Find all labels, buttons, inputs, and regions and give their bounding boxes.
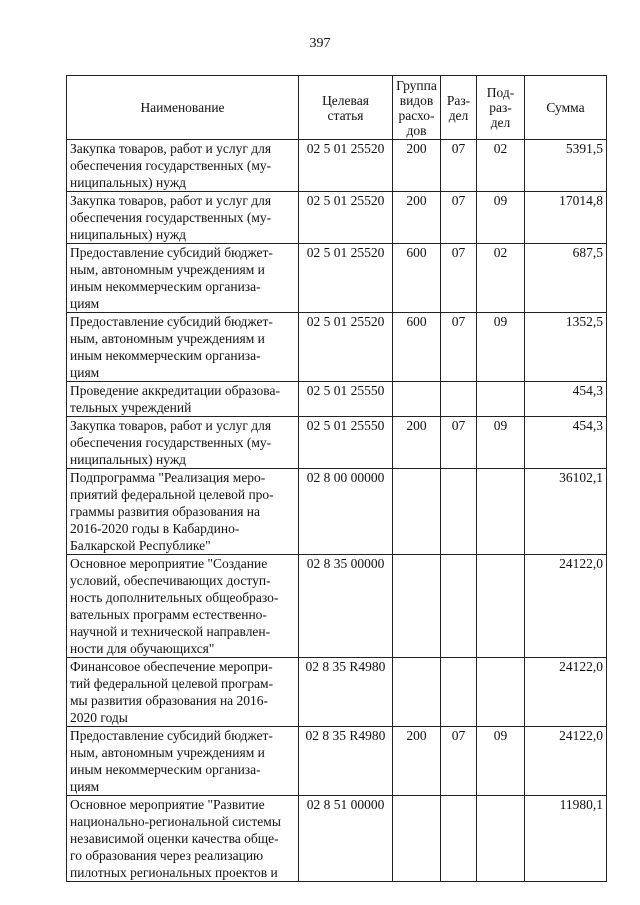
header-line: Раз-	[446, 92, 471, 108]
table-row	[67, 244, 607, 313]
row-name-cell	[67, 192, 299, 244]
row-name-line: ниципальных) нужд	[70, 452, 187, 467]
header-line: дов	[406, 122, 427, 138]
row-expense-group: 600	[393, 244, 441, 313]
row-amount: 24122,0	[525, 555, 607, 658]
row-name-line: Предоставление субсидий бюджет-	[70, 728, 273, 743]
header-line: статья	[327, 107, 364, 123]
row-name-line: обеспечения государственных (му-	[70, 158, 272, 173]
header-line: Сумма	[546, 100, 585, 115]
row-name-line: иным некоммерческим организа-	[70, 348, 261, 363]
row-subsection: 09	[477, 313, 525, 382]
row-expense-group	[393, 796, 441, 882]
table-row	[67, 140, 607, 192]
row-name-line: Предоставление субсидий бюджет-	[70, 314, 273, 329]
table-row	[67, 192, 607, 244]
row-name-line: мы развития образования на 2016-	[70, 693, 269, 708]
row-name-line: ниципальных) нужд	[70, 175, 187, 190]
row-subsection: 09	[477, 417, 525, 469]
row-name-line: ниципальных) нужд	[70, 227, 187, 242]
row-target-article: 02 8 00 00000	[299, 469, 393, 555]
row-amount: 17014,8	[525, 192, 607, 244]
row-section: 07	[441, 192, 477, 244]
row-name-line: циям	[70, 365, 100, 380]
row-amount: 11980,1	[525, 796, 607, 882]
row-name-cell	[67, 469, 299, 555]
table-row	[67, 555, 607, 658]
row-name-cell	[67, 555, 299, 658]
row-subsection	[477, 382, 525, 417]
row-name-cell	[67, 244, 299, 313]
header-line: дел	[448, 107, 469, 123]
row-section: 07	[441, 313, 477, 382]
row-name-line: независимой оценки качества обще-	[70, 831, 279, 846]
row-section	[441, 382, 477, 417]
row-expense-group	[393, 658, 441, 727]
row-name-line: ным, автономным учреждениям и	[70, 331, 265, 346]
row-name-line: тий федеральной целевой програм-	[70, 676, 274, 691]
row-target-article: 02 5 01 25520	[299, 244, 393, 313]
row-name-cell	[67, 313, 299, 382]
header-line: дел	[490, 115, 511, 130]
header-line: раз-	[489, 100, 512, 115]
row-name-line: Основное мероприятие "Создание	[70, 556, 268, 571]
row-name-cell	[67, 140, 299, 192]
table-row	[67, 658, 607, 727]
row-name-line: Закупка товаров, работ и услуг для	[70, 193, 272, 208]
row-name-cell	[67, 417, 299, 469]
row-name-line: Основное мероприятие "Развитие	[70, 797, 265, 812]
header-line: Группа	[396, 77, 437, 93]
row-name-line: ным, автономным учреждениям и	[70, 745, 265, 760]
header-line: Под-	[486, 85, 515, 100]
row-name-cell	[67, 796, 299, 882]
row-section: 07	[441, 244, 477, 313]
row-section	[441, 796, 477, 882]
row-expense-group: 200	[393, 727, 441, 796]
row-amount: 24122,0	[525, 727, 607, 796]
row-name-cell	[67, 658, 299, 727]
row-target-article: 02 5 01 25520	[299, 140, 393, 192]
row-name-line: ности для обучающихся"	[70, 641, 215, 656]
row-name-line: Закупка товаров, работ и услуг для	[70, 141, 272, 156]
row-name-line: ным, автономным учреждениям и	[70, 262, 265, 277]
row-name-line: Проведение аккредитации образова-	[70, 383, 280, 398]
row-section: 07	[441, 140, 477, 192]
row-subsection: 02	[477, 140, 525, 192]
row-name-line: пилотных региональных проектов и	[70, 865, 278, 880]
row-name-line: ность дополнительных общеобразо-	[70, 590, 279, 605]
row-name-line: вательных программ естественно-	[70, 607, 267, 622]
table-row	[67, 727, 607, 796]
row-section: 07	[441, 417, 477, 469]
header-section	[441, 76, 477, 140]
row-name-line: Предоставление субсидий бюджет-	[70, 245, 273, 260]
row-expense-group: 200	[393, 140, 441, 192]
row-target-article: 02 8 35 00000	[299, 555, 393, 658]
header-line: видов	[399, 92, 434, 108]
row-expense-group	[393, 555, 441, 658]
header-line: Целевая	[322, 92, 369, 108]
header-name	[67, 76, 299, 140]
row-target-article: 02 5 01 25550	[299, 417, 393, 469]
row-expense-group: 200	[393, 192, 441, 244]
row-name-line: циям	[70, 779, 100, 794]
budget-table	[66, 75, 607, 882]
row-subsection	[477, 469, 525, 555]
row-name-line: иным некоммерческим организа-	[70, 279, 261, 294]
row-expense-group: 200	[393, 417, 441, 469]
row-subsection	[477, 658, 525, 727]
row-name-line: обеспечения государственных (му-	[70, 435, 272, 450]
table-row	[67, 469, 607, 555]
row-section	[441, 658, 477, 727]
row-name-line: научной и технической направлен-	[70, 624, 271, 639]
row-expense-group	[393, 469, 441, 555]
row-expense-group: 600	[393, 313, 441, 382]
row-amount: 1352,5	[525, 313, 607, 382]
row-section: 07	[441, 727, 477, 796]
row-subsection: 09	[477, 727, 525, 796]
table-row	[67, 796, 607, 882]
header-line: Наименование	[140, 100, 225, 115]
row-name-line: Финансовое обеспечение меропри-	[70, 659, 273, 674]
row-name-line: условий, обеспечивающих доступ-	[70, 573, 271, 588]
row-amount: 36102,1	[525, 469, 607, 555]
row-name-line: Подпрограмма "Реализация меро-	[70, 470, 266, 485]
row-expense-group	[393, 382, 441, 417]
row-name-line: го образования через реализацию	[70, 848, 264, 863]
row-section	[441, 469, 477, 555]
table-row	[67, 417, 607, 469]
row-name-line: 2016-2020 годы в Кабардино-	[70, 521, 240, 536]
row-target-article: 02 8 35 R4980	[299, 658, 393, 727]
row-subsection	[477, 555, 525, 658]
row-name-line: Закупка товаров, работ и услуг для	[70, 418, 272, 433]
row-amount: 454,3	[525, 382, 607, 417]
row-name-line: иным некоммерческим организа-	[70, 762, 261, 777]
row-name-line: циям	[70, 296, 100, 311]
row-subsection: 09	[477, 192, 525, 244]
row-subsection	[477, 796, 525, 882]
row-amount: 5391,5	[525, 140, 607, 192]
row-target-article: 02 5 01 25520	[299, 192, 393, 244]
header-amount	[525, 76, 607, 140]
row-name-line: тельных учреждений	[70, 400, 192, 415]
row-target-article: 02 8 51 00000	[299, 796, 393, 882]
table-row	[67, 382, 607, 417]
header-subsection	[477, 76, 525, 140]
page-number: 397	[309, 36, 331, 51]
table-row	[67, 313, 607, 382]
row-name-line: 2020 годы	[70, 710, 128, 725]
row-target-article: 02 8 35 R4980	[299, 727, 393, 796]
row-section	[441, 555, 477, 658]
row-amount: 454,3	[525, 417, 607, 469]
row-subsection: 02	[477, 244, 525, 313]
header-line: расхо-	[398, 107, 435, 123]
row-amount: 687,5	[525, 244, 607, 313]
header-expense-group	[393, 76, 441, 140]
header-target-article	[299, 76, 393, 140]
row-name-line: приятий федеральной целевой про-	[70, 487, 274, 502]
row-name-line: национально-региональной системы	[70, 814, 281, 829]
header-row	[67, 76, 607, 140]
row-name-cell	[67, 382, 299, 417]
row-amount: 24122,0	[525, 658, 607, 727]
row-name-line: Балкарской Республике"	[70, 538, 211, 553]
row-name-line: граммы развития образования на	[70, 504, 260, 519]
row-name-cell	[67, 727, 299, 796]
row-name-line: обеспечения государственных (му-	[70, 210, 272, 225]
row-target-article: 02 5 01 25550	[299, 382, 393, 417]
row-target-article: 02 5 01 25520	[299, 313, 393, 382]
